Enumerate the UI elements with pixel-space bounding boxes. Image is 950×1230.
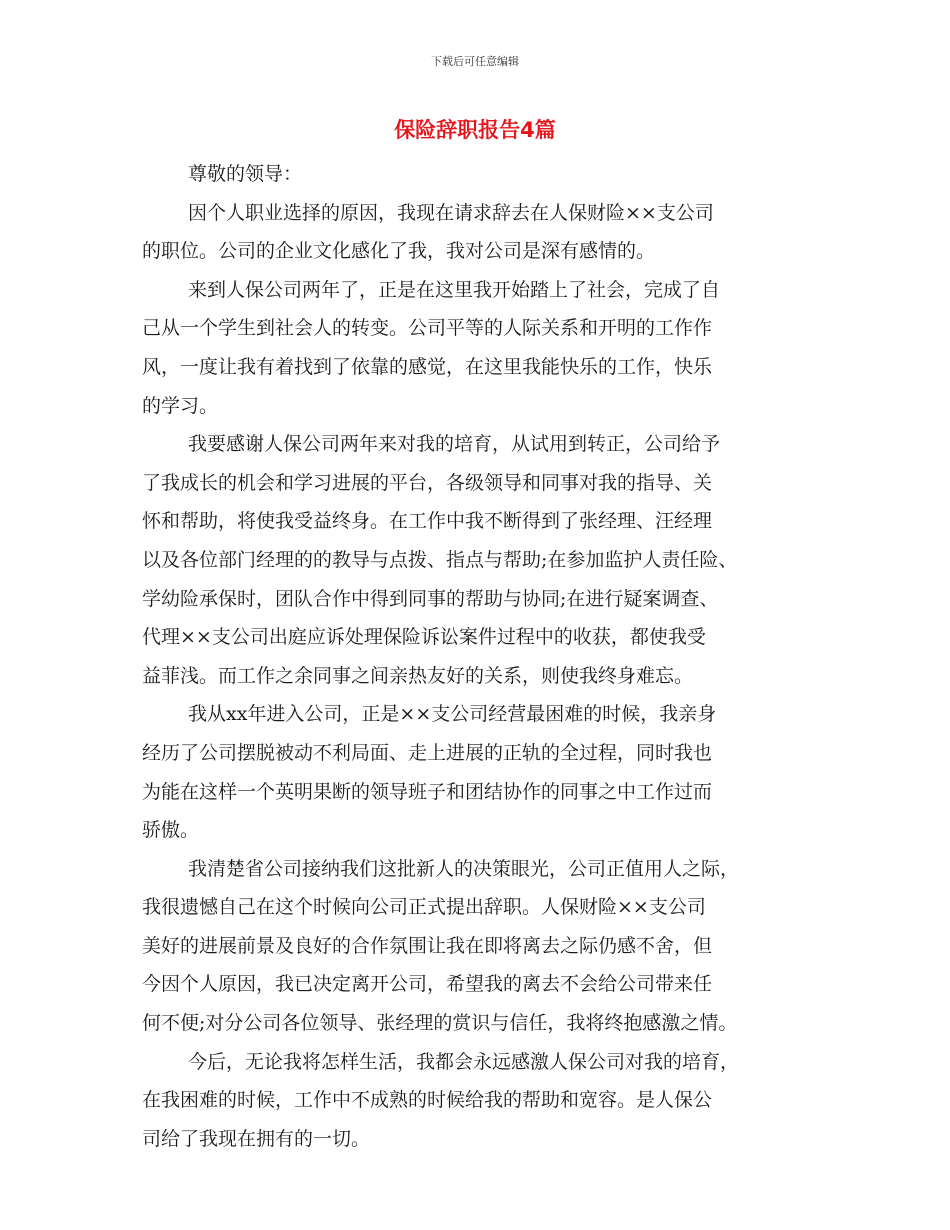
document-title: 保险辞职报告4篇 (394, 118, 556, 142)
paragraph-3-line-1: 我要感谢人保公司两年来对我的培育，从试用到转正，公司给予 (188, 433, 721, 456)
salutation-line: 尊敬的领导： (188, 163, 303, 185)
paragraph-3-line-4: 以及各位部门经理的的教导与点拨、指点与帮助;在参加监护人责任险、 (142, 548, 738, 571)
paragraph-2-line-1: 来到人保公司两年了，正是在这里我开始踏上了社会，完成了自 (188, 278, 721, 301)
paragraph-2-line-3: 风，一度让我有着找到了依靠的感觉，在这里我能快乐的工作，快乐 (142, 355, 713, 378)
paragraph-2-line-2: 己从一个学生到社会人的转变。公司平等的人际关系和开明的工作作 (142, 317, 713, 340)
paragraph-3-line-5: 学幼险承保时，团队合作中得到同事的帮助与协同;在进行疑案调查、 (142, 587, 719, 610)
paragraph-5-line-3: 美好的进展前景及良好的合作氛围让我在即将离去之际仍感不舍，但 (142, 934, 713, 957)
paragraph-5-line-4: 今因个人原因，我已决定离开公司，希望我的离去不会给公司带来任 (142, 973, 713, 996)
paragraph-1-line-1: 因个人职业选择的原因，我现在请求辞去在人保财险××支公司 (188, 201, 714, 224)
paragraph-5-line-5: 何不便;对分公司各位领导、张经理的赏识与信任，我将终抱感激之情。 (142, 1012, 738, 1035)
paragraph-4-line-1: 我从xx年进入公司，正是××支公司经营最困难的时候，我亲身 (188, 703, 717, 726)
paragraph-3-line-6: 代理××支公司出庭应诉处理保险诉讼案件过程中的收获，都使我受 (142, 626, 706, 649)
paragraph-3-line-3: 怀和帮助，将使我受益终身。在工作中我不断得到了张经理、汪经理 (142, 510, 713, 533)
paragraph-5-line-2: 我很遗憾自己在这个时候向公司正式提出辞职。人保财险××支公司 (142, 896, 706, 919)
paragraph-3-line-7: 益菲浅。而工作之余同事之间亲热友好的关系，则使我终身难忘。 (142, 664, 694, 687)
paragraph-4-line-2: 经历了公司摆脱被动不利局面、走上进展的正轨的全过程，同时我也 (142, 741, 713, 764)
page-header-note: 下载后可任意编辑 (431, 55, 519, 68)
paragraph-6-line-3: 司给了我现在拥有的一切。 (142, 1127, 371, 1150)
paragraph-4-line-4: 骄傲。 (142, 819, 200, 842)
paragraph-6-line-2: 在我困难的时候，工作中不成熟的时候给我的帮助和宽容。是人保公 (142, 1089, 713, 1112)
paragraph-6-line-1: 今后，无论我将怎样生活，我都会永远感激人保公司对我的培育， (188, 1050, 740, 1073)
letter-body (142, 155, 822, 1158)
paragraph-3-line-2: 了我成长的机会和学习进展的平台，各级领导和同事对我的指导、关 (142, 471, 713, 494)
paragraph-5-line-1: 我清楚省公司接纳我们这批新人的决策眼光，公司正值用人之际， (188, 857, 740, 880)
paragraph-1-line-2: 的职位。公司的企业文化感化了我，我对公司是深有感情的。 (142, 240, 656, 263)
paragraph-2-line-4: 的学习。 (142, 394, 219, 417)
paragraph-4-line-3: 为能在这样一个英明果断的领导班子和团结协作的同事之中工作过而 (142, 780, 713, 803)
